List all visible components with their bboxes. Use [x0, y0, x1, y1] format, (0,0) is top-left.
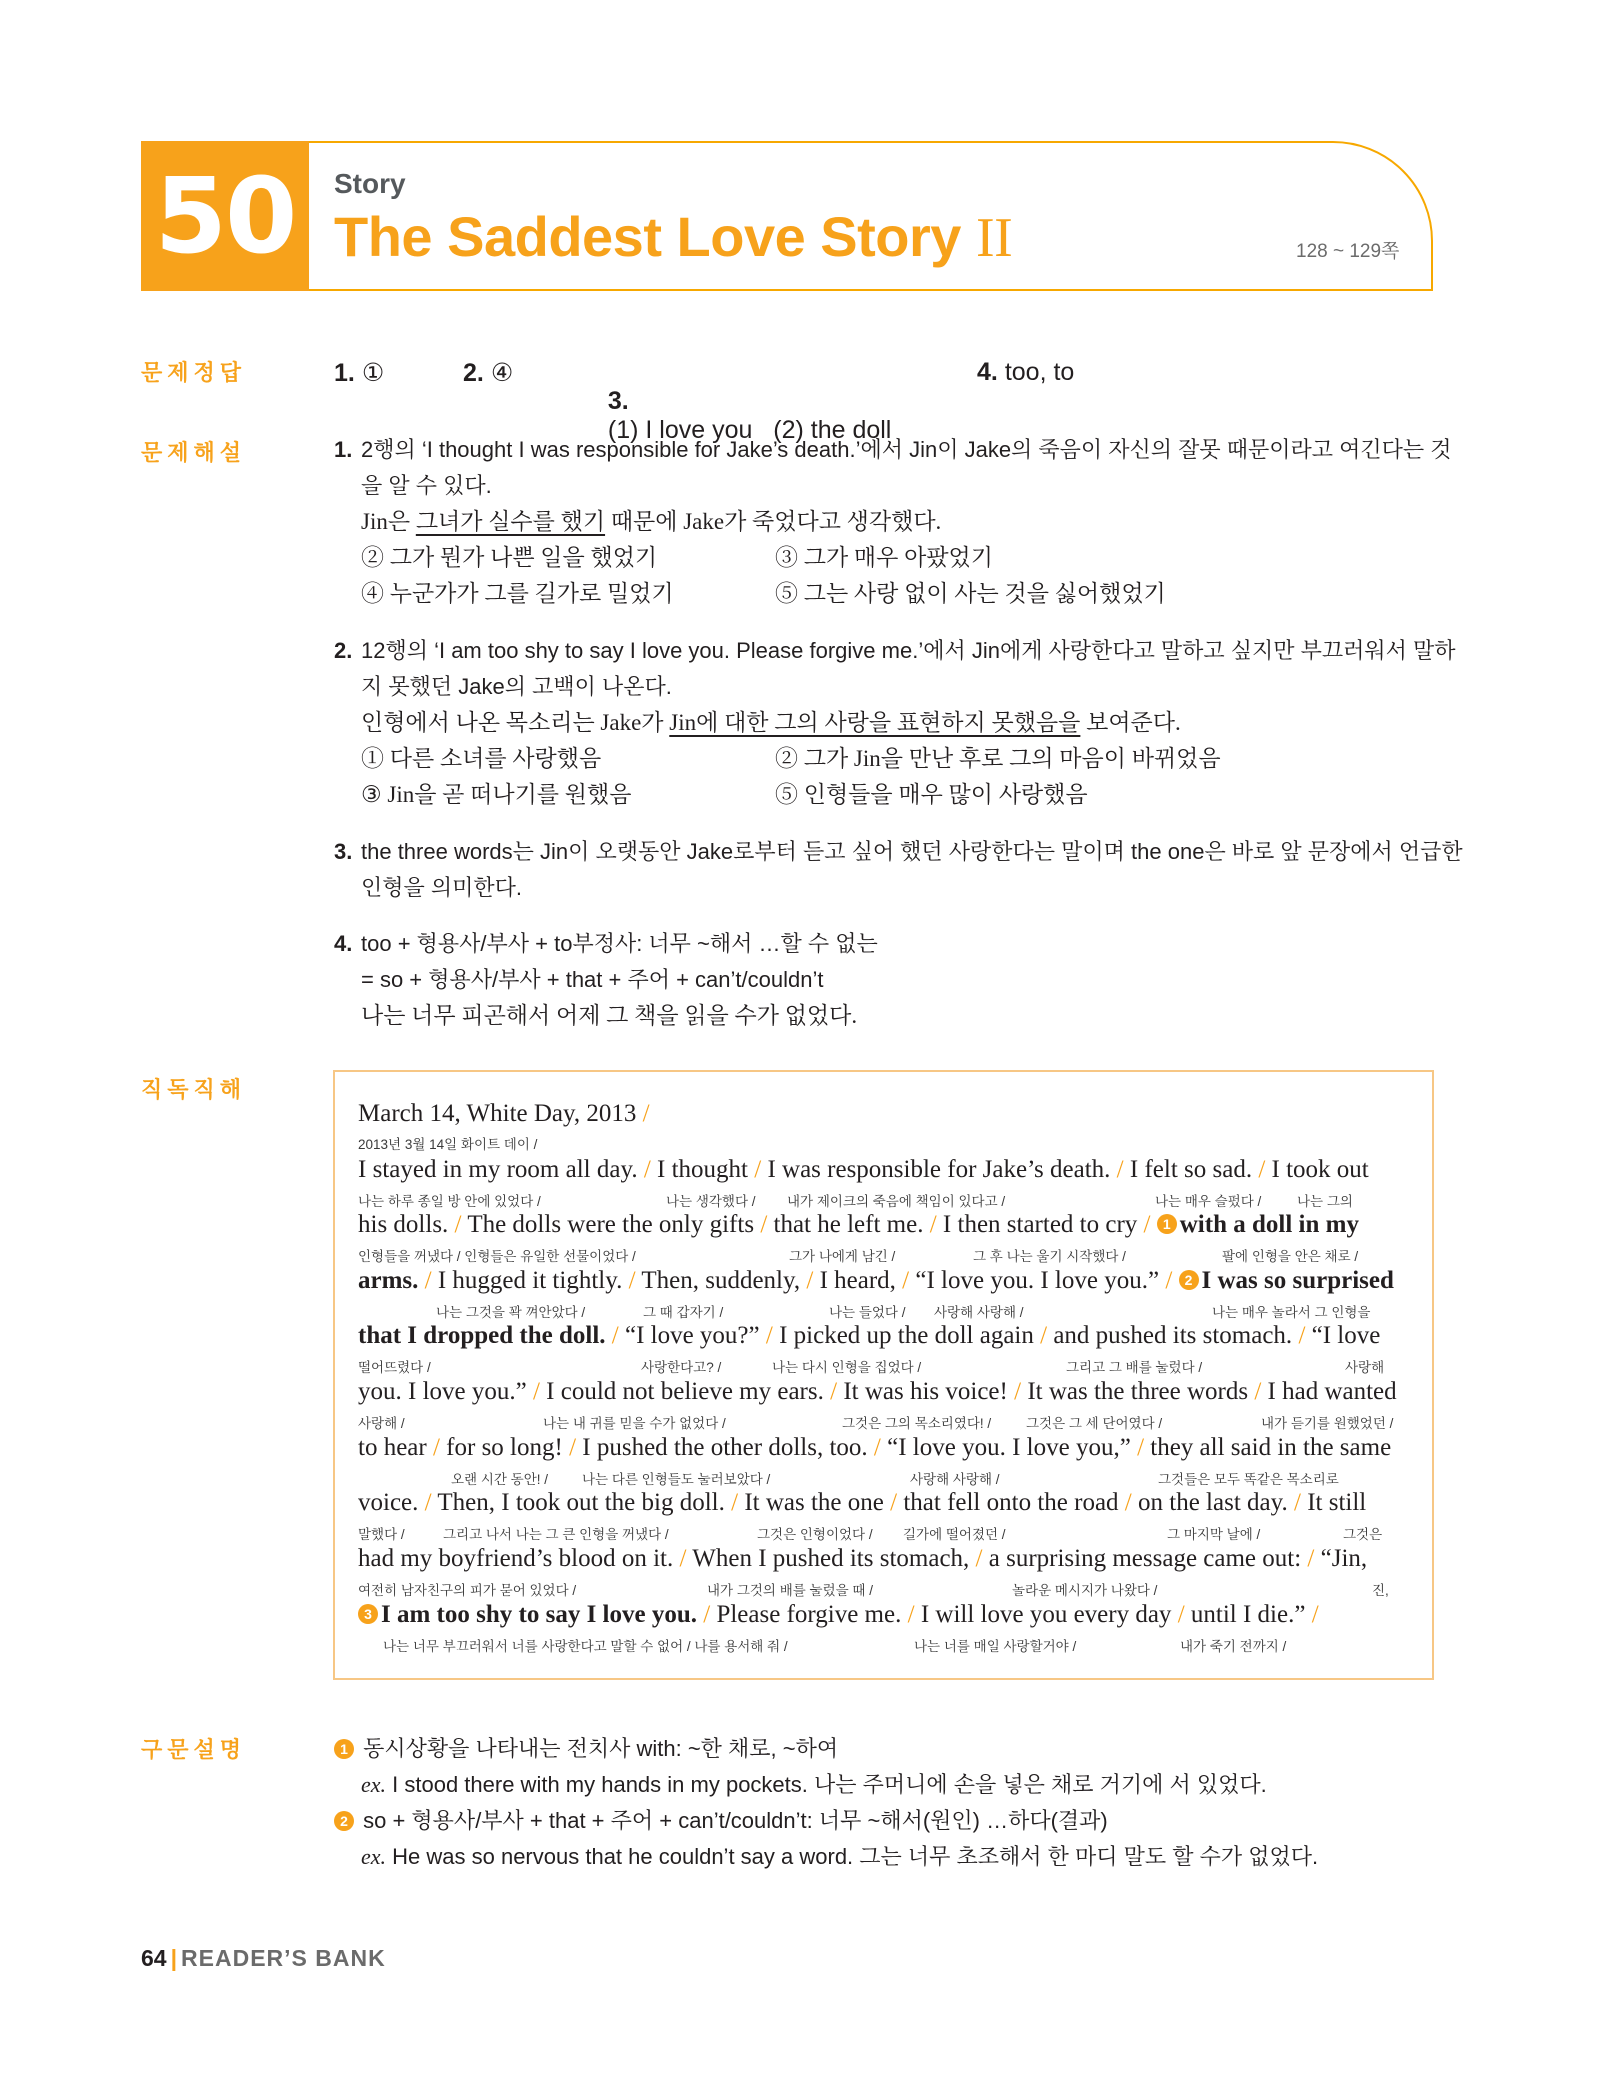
chunk: and pushed its stomach.: [1053, 1322, 1293, 1349]
example-text: I stood there with my hands in my pockets. 나는 주머니에 손을 넣은 채로 거기에 서 있었다.: [386, 1772, 1267, 1797]
page-footer: [141, 1945, 386, 1972]
reading-line-ko: 그가 나에게 남긴 /: [789, 1249, 896, 1264]
reading-line-en: I stayed in my room all day. / I thought / I was responsible for Jake’s death. / I felt so sad. / I took out: [358, 1156, 1369, 1183]
chunk: I thought: [657, 1156, 748, 1183]
reading-line-en: March 14, White Day, 2013 /: [358, 1100, 650, 1127]
page-title: [334, 204, 1012, 270]
answer-text: (1) I love you (2) the doll: [607, 416, 892, 444]
chunk: had my boyfriend’s blood on it.: [358, 1545, 674, 1572]
title-roman-numeral: II: [976, 207, 1013, 269]
title-text: The Saddest Love Story: [334, 205, 961, 268]
choice-item: ④ 누군가가 그를 길가로 밀었기: [361, 581, 674, 606]
chunk: you. I love you.”: [358, 1378, 527, 1405]
chunk: that he left me.: [773, 1211, 924, 1238]
example-label: ex.: [361, 1844, 387, 1869]
structure-note-1: [334, 1732, 838, 1763]
translation-line: [361, 504, 1434, 540]
reading-line-ko: 사랑해 사랑해 /: [934, 1305, 1024, 1320]
answer-number: 2.: [463, 359, 484, 387]
chunk-highlight: I was so surprised: [1201, 1267, 1394, 1294]
explanation-line: = so + 형용사/부사 + that + 주어 + can’t/couldn’t: [361, 967, 824, 992]
explanation-line: 을 알 수 있다.: [361, 473, 492, 498]
reading-line-ko: 나는 너를 매일 사랑할거야 /: [914, 1639, 1077, 1654]
structure-section-label: 구문설명: [141, 1737, 247, 1762]
reading-line-en: to hear / for so long! / I pushed the other dolls, too. / “I love you. I love you,” / they all said in the same: [358, 1434, 1392, 1461]
reading-line-en: voice. / Then, I took out the big doll. / It was the one / that fell onto the road / on the last day. / It still: [358, 1489, 1367, 1516]
translation-line: 나는 너무 피곤해서 어제 그 책을 읽을 수가 없었다.: [361, 1003, 858, 1028]
explanation-line: 12행의 ‘I am too shy to say I love you. Please forgive me.’에서 Jin에게 사랑한다고 말하고 싶지만 부끄러워서 말하: [361, 638, 1456, 663]
marker-3-icon: 3: [358, 1604, 378, 1624]
reading-line-ko: 내가 죽기 전까지 /: [1180, 1639, 1287, 1654]
translation-text: 인형에서 나온 목소리는 Jake가: [361, 710, 670, 735]
explanation-section-label: 문제해설: [141, 440, 247, 465]
reading-line-ko: 길가에 떨어졌던 /: [903, 1527, 1006, 1542]
marker-2-icon: 2: [1179, 1270, 1199, 1290]
chunk: “I love you. I love you,”: [887, 1434, 1131, 1461]
reading-line-en: you. I love you.” / I could not believe my ears. / It was his voice! / It was the three words / I had wanted: [358, 1378, 1397, 1405]
choice-item: ② 그가 Jin을 만난 후로 그의 마음이 바뀌었음: [775, 746, 1221, 771]
chunk: that fell onto the road: [903, 1489, 1119, 1516]
explanation-4: [334, 926, 1434, 1034]
note-text: so + 형용사/부사 + that + 주어 + can’t/couldn’t: 너무 ~해서(원인) …하다(결과): [363, 1808, 1108, 1833]
chunk: his dolls.: [358, 1211, 449, 1238]
chunk-highlight: arms.: [358, 1267, 419, 1294]
explanation-3: [334, 834, 1463, 906]
reading-line-ko: 말했다 /: [358, 1527, 405, 1542]
chunk: they all said in the same: [1150, 1434, 1392, 1461]
chunk: to hear: [358, 1434, 427, 1461]
marker-1-icon: 1: [1157, 1214, 1177, 1234]
chunk: for so long!: [446, 1434, 563, 1461]
answer-number: 4.: [977, 358, 998, 386]
answer-number: 1.: [334, 359, 355, 387]
explanation-line: 인형을 의미한다.: [361, 875, 522, 900]
reading-line-ko: 오랜 시간 동안! /: [451, 1472, 548, 1487]
explanation-1: [334, 432, 1452, 612]
chunk: I could not believe my ears.: [546, 1378, 824, 1405]
translation-text: Jin은: [361, 509, 416, 534]
reading-line-ko: 나는 하루 종일 방 안에 있었다 /: [358, 1194, 541, 1209]
chunk: I picked up the doll again: [779, 1322, 1034, 1349]
answer-2: [463, 358, 513, 388]
reading-line-ko: 내가 제이크의 죽음에 책임이 있다고 /: [787, 1194, 1006, 1209]
chunk: I was responsible for Jake’s death.: [767, 1156, 1111, 1183]
structure-example-1: [361, 1768, 1267, 1799]
chunk: It was his voice!: [843, 1378, 1008, 1405]
explanation-2: [334, 633, 1456, 813]
chunk: until I die.”: [1190, 1601, 1306, 1628]
chunk: on the last day.: [1138, 1489, 1288, 1516]
reading-line-en: his dolls. / The dolls were the only gifts / that he left me. / I then started to cry / 1 with a doll in my: [358, 1211, 1359, 1238]
chunk: I hugged it tightly.: [437, 1267, 623, 1294]
chunk: It was the three words: [1027, 1378, 1249, 1405]
reading-line-en: had my boyfriend’s blood on it. / When I pushed its stomach, / a surprising message came out: / “Jin,: [358, 1545, 1368, 1572]
chunk: I took out: [1271, 1156, 1369, 1183]
answers-section-label: 문제정답: [141, 360, 247, 385]
chunk: I then started to cry: [942, 1211, 1138, 1238]
reading-line-ko: 인형들을 꺼냈다 / 인형들은 유일한 선물이었다 /: [358, 1249, 636, 1264]
chunk: I had wanted: [1267, 1378, 1397, 1405]
reading-line-ko: 진,: [1372, 1583, 1389, 1598]
explanation-line: too + 형용사/부사 + to부정사: 너무 ~해서 …할 수 없는: [361, 931, 878, 956]
chunk: “I love: [1311, 1322, 1381, 1349]
translation-text: 보여준다.: [1080, 710, 1181, 735]
reading-line-ko: 사랑한다고? /: [641, 1360, 722, 1375]
reading-line-ko: 그 후 나는 울기 시작했다 /: [973, 1249, 1126, 1264]
chunk: It still: [1307, 1489, 1367, 1516]
reading-line-ko: 나는 생각했다 /: [666, 1194, 756, 1209]
chunk-highlight: I am too shy to say I love you.: [381, 1601, 697, 1628]
chunk: March 14, White Day, 2013: [358, 1100, 637, 1127]
reading-line-ko: 그리고 그 배를 눌렀다 /: [1066, 1360, 1203, 1375]
explanation-line: the three words는 Jin이 오랫동안 Jake로부터 듣고 싶어 했던 사랑한다는 말이며 the one은 바로 앞 문장에서 언급한: [361, 839, 1463, 864]
choice-item: ② 그가 뭔가 나쁜 일을 했었기: [361, 545, 658, 570]
reading-line-ko: 사랑해 /: [358, 1416, 405, 1431]
reading-line-ko: 나는 다시 인형을 집었다 /: [772, 1360, 922, 1375]
reading-line-ko: 사랑해: [1345, 1360, 1385, 1375]
book-title: READER’S BANK: [181, 1945, 386, 1971]
explanation-line: 2행의 ‘I thought I was responsible for Jake’s death.’에서 Jin이 Jake의 죽음이 자신의 잘못 때문이라고 여긴다는 것: [361, 437, 1452, 462]
structure-note-2: [334, 1804, 1108, 1835]
chunk: “Jin,: [1320, 1545, 1368, 1572]
reading-line-ko: 나는 그것을 꽉 껴안았다 /: [436, 1305, 586, 1320]
reading-line-ko: 나는 너무 부끄러워서 너를 사랑한다고 말할 수 없어 / 나를 용서해 줘 /: [383, 1639, 788, 1654]
question-number: 3.: [334, 839, 353, 864]
chunk: I will love you every day: [920, 1601, 1172, 1628]
choice-item: ③ 그가 매우 아팠었기: [775, 545, 993, 570]
reading-line-ko: 그것들은 모두 똑같은 목소리로: [1158, 1472, 1339, 1487]
choice-item: ⑤ 인형들을 매우 많이 사랑했음: [775, 782, 1088, 807]
underlined-text: Jin에 대한 그의 사랑을 표현하지 못했음을: [669, 710, 1081, 735]
reading-line-ko: 놀라운 메시지가 나왔다 /: [1012, 1583, 1158, 1598]
reading-line-ko: 나는 그의: [1297, 1194, 1353, 1209]
answer-4: [977, 358, 1074, 387]
example-text: He was so nervous that he couldn’t say a word. 그는 너무 초조해서 한 마디 말도 할 수가 없었다.: [386, 1844, 1319, 1869]
reading-line-ko: 떨어뜨렸다 /: [358, 1360, 431, 1375]
unit-category: Story: [334, 168, 406, 199]
question-number: 1.: [334, 437, 353, 462]
choice-item: ③ Jin을 곧 떠나기를 원했음: [361, 782, 632, 807]
chunk: Then, suddenly,: [641, 1267, 801, 1294]
reading-line-ko: 그 마지막 날에 /: [1167, 1527, 1261, 1542]
page-number: 64: [141, 1945, 167, 1971]
reading-line-en: arms. / I hugged it tightly. / Then, suddenly, / I heard, / “I love you. I love you.” / 2 I was so surprised: [358, 1267, 1394, 1294]
reading-line-ko: 그리고 나서 나는 그 큰 인형을 꺼냈다 /: [443, 1527, 669, 1542]
reading-section-label: 직독직해: [141, 1077, 247, 1102]
reading-line-ko: 나는 매우 슬펐다 /: [1155, 1194, 1262, 1209]
chunk: “I love you?”: [624, 1322, 760, 1349]
reading-line-en: that I dropped the doll. / “I love you?” / I picked up the doll again / and pushed its stomach. / “I love: [358, 1322, 1381, 1349]
footer-divider: |: [170, 1945, 178, 1971]
reading-line-ko: 나는 내 귀를 믿을 수가 없었다 /: [543, 1416, 726, 1431]
reading-line-ko: 내가 그것의 배를 눌렀을 때 /: [707, 1583, 873, 1598]
question-number: 2.: [334, 638, 353, 663]
reading-line-ko: 여전히 남자친구의 피가 묻어 있었다 /: [358, 1583, 577, 1598]
chunk: It was the one: [744, 1489, 884, 1516]
chunk-highlight: that I dropped the doll.: [358, 1322, 606, 1349]
marker-1-icon: 1: [334, 1739, 354, 1759]
question-number: 4.: [334, 931, 353, 956]
answer-1: [334, 358, 384, 388]
chunk: a surprising message came out:: [988, 1545, 1302, 1572]
chunk: The dolls were the only gifts: [467, 1211, 755, 1238]
translation-text: 때문에 Jake가 죽었다고 생각했다.: [605, 509, 942, 534]
example-label: ex.: [361, 1772, 387, 1797]
marker-2-icon: 2: [334, 1811, 354, 1831]
underlined-text: 그녀가 실수를 했기: [415, 509, 606, 534]
chunk: When I pushed its stomach,: [692, 1545, 970, 1572]
chunk: I stayed in my room all day.: [358, 1156, 638, 1183]
translation-line: [361, 705, 1434, 741]
unit-number: 50: [141, 141, 309, 291]
answer-text: too, to: [1004, 358, 1075, 386]
chunk: “I love you. I love you.”: [915, 1267, 1160, 1294]
reading-line-ko: 팔에 인형을 안은 채로 /: [1222, 1249, 1359, 1264]
explanation-line: 지 못했던 Jake의 고백이 나온다.: [361, 674, 672, 699]
reading-line-ko: 그 때 갑자기 /: [643, 1305, 724, 1320]
reading-line-ko: 나는 매우 놀라서 그 인형을: [1212, 1305, 1371, 1320]
chunk: I felt so sad.: [1129, 1156, 1253, 1183]
page-reference: 128 ~ 129쪽: [1296, 241, 1400, 262]
note-text: 동시상황을 나타내는 전치사 with: ~한 채로, ~하여: [363, 1736, 839, 1761]
reading-line-ko: 그것은: [1343, 1527, 1383, 1542]
chunk: voice.: [358, 1489, 419, 1516]
answer-number: 3.: [607, 387, 629, 415]
chunk: I pushed the other dolls, too.: [582, 1434, 868, 1461]
reading-line-en: 3 I am too shy to say I love you. / Please forgive me. / I will love you every day / until I die.” /: [358, 1601, 1319, 1629]
reading-line-ko: 그것은 인형이었다 /: [757, 1527, 873, 1542]
reading-line-ko: 사랑해 사랑해 /: [910, 1472, 1000, 1487]
chunk: Then, I took out the big doll.: [437, 1489, 725, 1516]
choice-item: ⑤ 그는 사랑 없이 사는 것을 싫어했었기: [775, 581, 1166, 606]
answer-text: ①: [361, 359, 385, 387]
reading-line-ko: 2013년 3월 14일 화이트 데이 /: [358, 1137, 538, 1152]
answer-text: ④: [490, 359, 514, 387]
reading-line-ko: 내가 듣기를 원했었던 /: [1261, 1416, 1394, 1431]
reading-line-ko: 나는 다른 인형들도 눌러보았다 /: [582, 1472, 771, 1487]
chunk: Please forgive me.: [716, 1601, 902, 1628]
choice-item: ① 다른 소녀를 사랑했음: [361, 746, 602, 771]
reading-line-ko: 그것은 그의 목소리였다! /: [842, 1416, 992, 1431]
reading-line-ko: 나는 들었다 /: [829, 1305, 906, 1320]
chunk-highlight: with a doll in my: [1179, 1211, 1359, 1238]
chunk: I heard,: [819, 1267, 896, 1294]
structure-example-2: [361, 1840, 1318, 1871]
reading-line-ko: 그것은 그 세 단어였다 /: [1026, 1416, 1163, 1431]
